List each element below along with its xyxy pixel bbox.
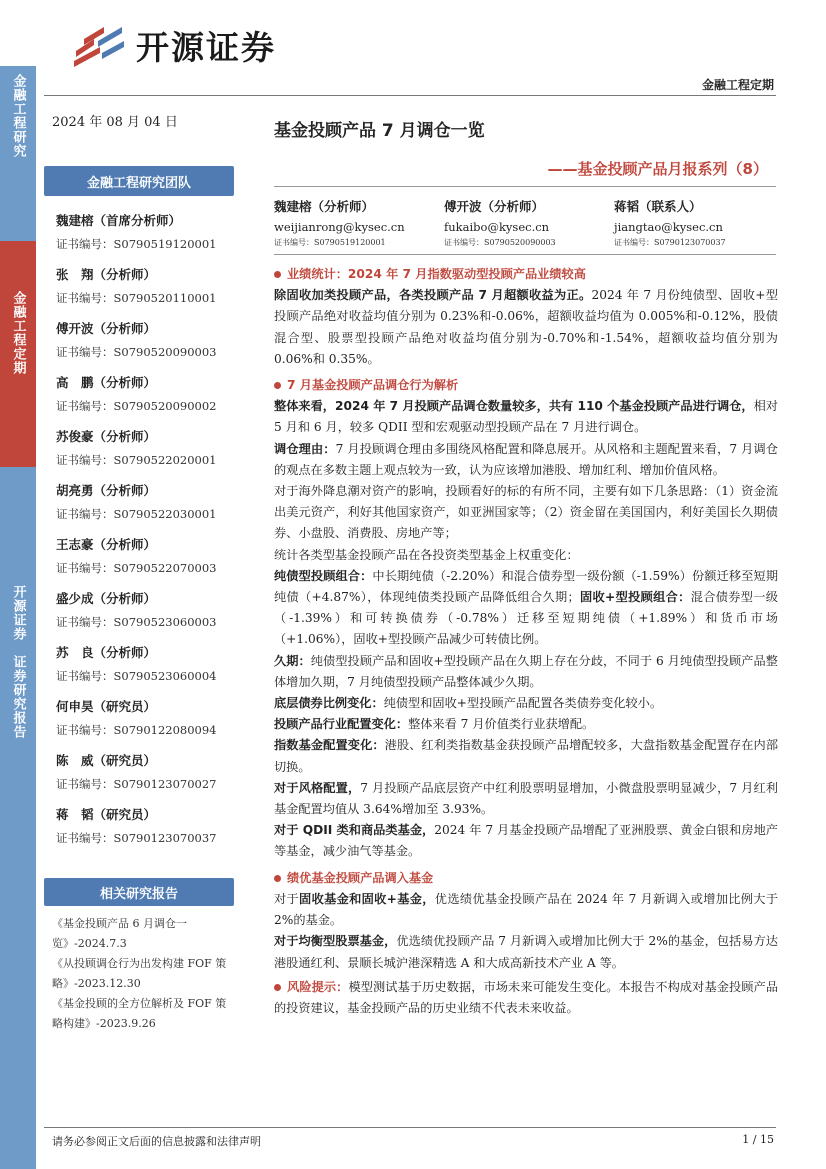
paragraph-text: 7 月投顾产品底层资产中红利股票明显增加，小微盘股票明显减少，7 月红利基金配置均值从 3.64%增加至 3.93%。 (274, 780, 778, 817)
bold-lead: 整体来看，2024 年 7 月投顾产品调仓数量较多，共有 110 个基金投顾产品进行调仓， (274, 399, 754, 414)
member-cert: 证书编号：S0790520090002 (56, 399, 217, 413)
member-cert: 证书编号：S0790523060004 (56, 669, 217, 683)
team-member (56, 752, 236, 806)
section-heading-text: 7 月基金投顾产品调仓行为解析 (287, 378, 459, 393)
member-name: 何申昊（研究员） (56, 699, 157, 714)
footer-divider (44, 1127, 776, 1128)
team-list (56, 212, 236, 860)
logo-mark-icon (70, 21, 128, 69)
paragraph (274, 396, 778, 438)
report-title: 基金投顾产品 7 月调仓一览 (274, 121, 485, 141)
member-name: 魏建榕（首席分析师） (56, 213, 182, 228)
member-name: 蒋 韬（研究员） (56, 807, 157, 822)
bullet-icon (274, 875, 281, 882)
side-band-middle-label: 金融工程定期 (10, 291, 26, 375)
paragraph: 对于海外降息潮对资产的影响，投顾看好的标的有所不同，主要有如下几条思路：（1）资金流出美元资产，利好其他国家资产，如亚洲国家等；（2）资金留在美国国内，利好美国长久期债券、小盘股、消费股、房地产等； (274, 484, 778, 541)
paragraph-text: 港股、红利类指数基金获投顾产品增配较多，大盘指数基金配置存在内部切换。 (274, 738, 779, 774)
team-member (56, 374, 236, 428)
risk-paragraph (274, 977, 778, 1019)
paragraph-text: 纯债型和固收+型投顾产品配置各类债券变化较小。 (383, 696, 663, 711)
side-band-bottom-label: 开源证券 证券研究报告 (10, 585, 26, 739)
member-cert: 证书编号：S0790122080094 (56, 723, 217, 737)
paragraph-text: 7 月投顾调仓理由多围绕风格配置和降息展开。从风格和主题配置来看，7 月调仓的观点在多数主题上观点较为一致，认为应该增加港股、增加红利、增加价值风格。 (274, 441, 778, 477)
author-email[interactable]: weijianrong@kysec.cn (274, 220, 405, 234)
section-heading (274, 264, 778, 285)
paragraph (274, 714, 778, 735)
side-band-bottom (0, 467, 36, 1169)
report-date: 2024 年 08 月 04 日 (52, 115, 178, 130)
bullet-icon (274, 271, 281, 278)
paragraph-text: 优选绩优投顾产品 7 月新调入或增加比例大于 2%的基金，包括易方达港股通红利、景顺长城沪港深精选 A 和大成高新技术产业 A 等。 (274, 934, 778, 970)
paragraph-text: 纯债型投顾产品和固收+型投顾产品在久期上存在分歧，不同于 6 月纯债型投顾产品整体增加久期，7 月纯债型投顾产品整体减少久期。 (274, 653, 778, 689)
member-cert: 证书编号：S0790520110001 (56, 291, 217, 305)
member-cert: 证书编号：S0790123070037 (56, 831, 217, 845)
member-name: 苏 良（分析师） (56, 645, 157, 660)
author (444, 198, 614, 250)
member-name: 苏俊豪（分析师） (56, 429, 157, 444)
author-block (274, 198, 784, 250)
header-divider (44, 95, 776, 96)
paragraph (274, 693, 778, 714)
report-subtitle: ——基金投顾产品月报系列（8） (547, 160, 768, 178)
section-heading-text: 业绩统计：2024 年 7 月指数驱动型投顾产品业绩较高 (287, 267, 586, 281)
related-reports-banner: 相关研究报告 (44, 878, 234, 906)
paragraph (274, 820, 778, 862)
bold-lead: 底层债券比例变化： (274, 696, 384, 711)
team-member (56, 266, 236, 320)
author-cert: 证书编号：S0790520090003 (444, 238, 556, 247)
member-name: 盛少成（分析师） (56, 591, 157, 606)
member-cert: 证书编号：S0790523060003 (56, 615, 217, 629)
author-email[interactable]: jiangtao@kysec.cn (614, 220, 723, 234)
paragraph (274, 931, 778, 973)
paragraph-text: 整体来看 7 月价值类行业获增配。 (408, 717, 595, 732)
risk-label: 风险提示： (287, 979, 349, 994)
team-member (56, 698, 236, 752)
member-cert: 证书编号：S0790522070003 (56, 561, 217, 575)
member-name: 陈 威（研究员） (56, 753, 157, 768)
bold-lead: 久期： (274, 653, 311, 668)
risk-text: 模型测试基于历史数据，市场未来可能发生变化。本报告不构成对基金投顾产品的投资建议，基金投顾产品的历史业绩不代表未来收益。 (274, 979, 779, 1015)
bold-lead: 调仓理由： (274, 441, 336, 456)
team-member (56, 806, 236, 860)
author-name: 魏建榕（分析师） (274, 199, 375, 214)
paragraph-text: 优选绩优基金投顾产品在 2024 年 7 月新调入或增加比例大于 2%的基金。 (274, 891, 779, 928)
team-member (56, 212, 236, 266)
side-band-middle (0, 241, 36, 467)
author (274, 198, 444, 250)
author-cert: 证书编号：S0790519120001 (274, 238, 386, 247)
paragraph: 统计各类型基金投顾产品在各投资类型基金上权重变化： (274, 547, 579, 562)
paragraph (274, 889, 778, 931)
section-heading (274, 375, 778, 396)
team-member (56, 536, 236, 590)
logo-text: 开源证券 (136, 27, 276, 67)
member-name: 张 翔（分析师） (56, 267, 157, 282)
member-cert: 证书编号：S0790519120001 (56, 237, 217, 251)
bold-lead: 对于 QDII 类和商品类基金， (274, 823, 435, 838)
bullet-icon (274, 382, 281, 389)
paragraph-text: 中长期纯债（-2.20%）和混合债券型一级份额（-1.59%）份额迁移至短期纯债（+4.87%），体现纯债类投顾产品降低组合久期； (274, 568, 778, 605)
report-body (274, 262, 778, 1019)
author (614, 198, 784, 250)
section-heading-text: 绩优基金投顾产品调入基金 (287, 870, 434, 885)
team-member (56, 320, 236, 374)
author-cert: 证书编号：S0790123070037 (614, 238, 726, 247)
related-reports-list (52, 914, 236, 1034)
section-heading (274, 868, 778, 889)
team-member (56, 590, 236, 644)
series-tag: 金融工程定期 (701, 78, 774, 92)
team-member (56, 428, 236, 482)
bullet-icon (274, 984, 281, 991)
author-email[interactable]: fukaibo@kysec.cn (444, 220, 550, 234)
paragraph-text: 对于 (274, 891, 300, 906)
bold-lead: 纯债型投顾组合： (274, 568, 373, 583)
page-number: 1 / 15 (742, 1133, 774, 1146)
side-band (0, 66, 36, 1169)
bold-lead: 除固收加类投顾产品，各类投顾产品 7 月超额收益为正。 (274, 288, 592, 303)
paragraph (274, 285, 778, 370)
related-report-link[interactable]: 《基金投顾产品 6 月调仓一览》-2024.7.3 (52, 917, 187, 950)
brand-logo (70, 20, 276, 70)
bold-lead: 对于均衡型股票基金， (274, 934, 397, 949)
team-member (56, 644, 236, 698)
footer-disclaimer[interactable]: 请务必参阅正文后面的信息披露和法律声明 (52, 1135, 261, 1148)
paragraph-text: 混合债券型一级（-1.39%）和可转换债券（-0.78%）迁移至短期纯债（+1.89%）和货币市场（+1.06%），固收+型投顾产品减少可转债比例。 (274, 590, 778, 647)
related-report-link[interactable]: 《从投顾调仓行为出发构建 FOF 策略》-2023.12.30 (52, 957, 227, 990)
member-cert: 证书编号：S0790123070027 (56, 777, 217, 791)
team-member (56, 482, 236, 536)
bold-lead: 指数基金配置变化： (274, 738, 385, 753)
paragraph-text: 2024 年 7 月份纯债型、固收+型投顾产品绝对收益均值分别为 0.23%和-0.06%，超额收益均值为 0.005%和-0.12%，股债混合型、股票型投顾产品绝对收益均值分别为-0.70%和-1.54%，超额收益均值分别为 0.06%和 0.35%。 (274, 288, 778, 366)
paragraph (274, 735, 778, 777)
paragraph-text: 相对 5 月和 6 月，较多 QDII 型和宏观驱动型投顾产品在 7 月进行调仓。 (274, 399, 778, 435)
member-name: 王志豪（分析师） (56, 537, 157, 552)
member-cert: 证书编号：S0790522020001 (56, 453, 217, 467)
bold-lead: 投顾产品行业配置变化： (274, 717, 409, 732)
side-band-top (0, 66, 36, 241)
related-report-link[interactable]: 《基金投顾的全方位解析及 FOF 策略构建》-2023.9.26 (52, 997, 227, 1030)
member-name: 傅开波（分析师） (56, 321, 157, 336)
title-divider (274, 186, 776, 187)
paragraph (274, 566, 778, 651)
author-name: 傅开波（分析师） (444, 199, 545, 214)
paragraph-text: 2024 年 7 月基金投顾产品增配了亚洲股票、黄金白银和房地产等基金，减少油气等基金。 (274, 823, 778, 859)
author-divider (274, 254, 776, 255)
member-cert: 证书编号：S0790520090003 (56, 345, 217, 359)
bold-lead: 对于风格配置， (274, 780, 361, 795)
bold-lead: 固收+型投顾组合： (579, 590, 691, 605)
member-name: 胡亮勇（分析师） (56, 483, 157, 498)
side-band-top-label: 金融工程研究 (10, 74, 26, 158)
member-name: 高 鹏（分析师） (56, 375, 157, 390)
paragraph (274, 651, 778, 693)
paragraph (274, 778, 778, 820)
member-cert: 证书编号：S0790522030001 (56, 507, 217, 521)
paragraph (274, 439, 778, 481)
team-banner: 金融工程研究团队 (44, 166, 234, 196)
bold-lead: 固收基金和固收+基金， (299, 891, 435, 906)
author-name: 蒋韬（联系人） (614, 199, 702, 214)
